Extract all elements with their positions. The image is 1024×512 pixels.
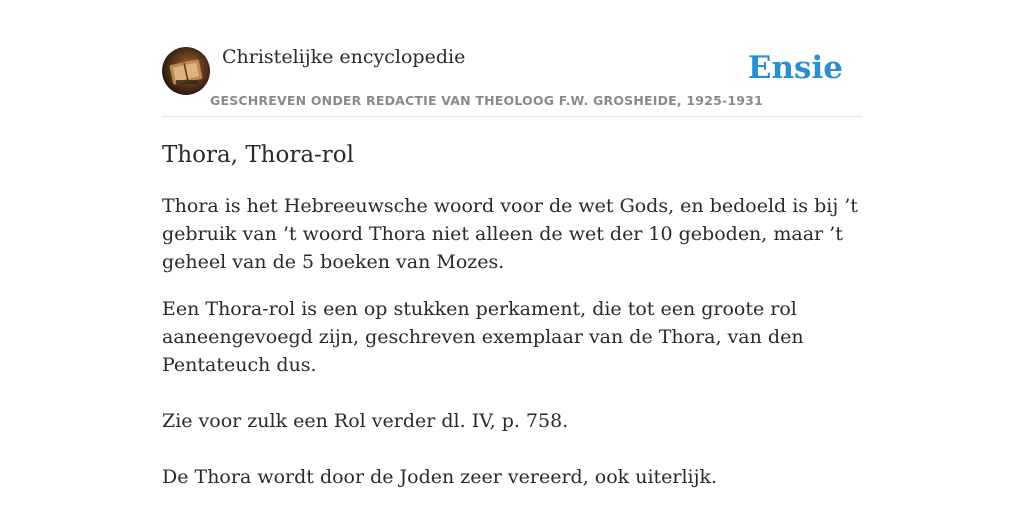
site-header [162, 44, 862, 117]
article-paragraph: Zie voor zulk een Rol verder dl. IV, p. 758. [162, 410, 569, 432]
article-title: Thora, Thora-rol [162, 142, 355, 168]
site-subtitle: GESCHREVEN ONDER REDACTIE VAN THEOLOOG F.W. GROSHEIDE, 1925-1931 [210, 93, 763, 108]
brand-logo-link[interactable]: Ensie [747, 50, 843, 86]
site-title[interactable]: Christelijke encyclopedie [222, 46, 466, 68]
article-body [162, 138, 862, 491]
book-photo-icon[interactable] [162, 47, 210, 95]
article-paragraph: Thora is het Hebreeuwsche woord voor de wet Gods, en bedoeld is bij ’t gebruik van ’t woord Thora niet alleen de wet der 10 geboden, maar ’t geheel van de 5 boeken van Mozes. [162, 195, 858, 273]
article-paragraph: Een Thora-rol is een op stukken perkament, die tot een groote rol aaneengevoegd zijn, geschreven exemplaar van de Thora, van den Pentateuch dus. [162, 298, 804, 376]
article-paragraph: De Thora wordt door de Joden zeer vereerd, ook uiterlijk. [162, 466, 718, 488]
